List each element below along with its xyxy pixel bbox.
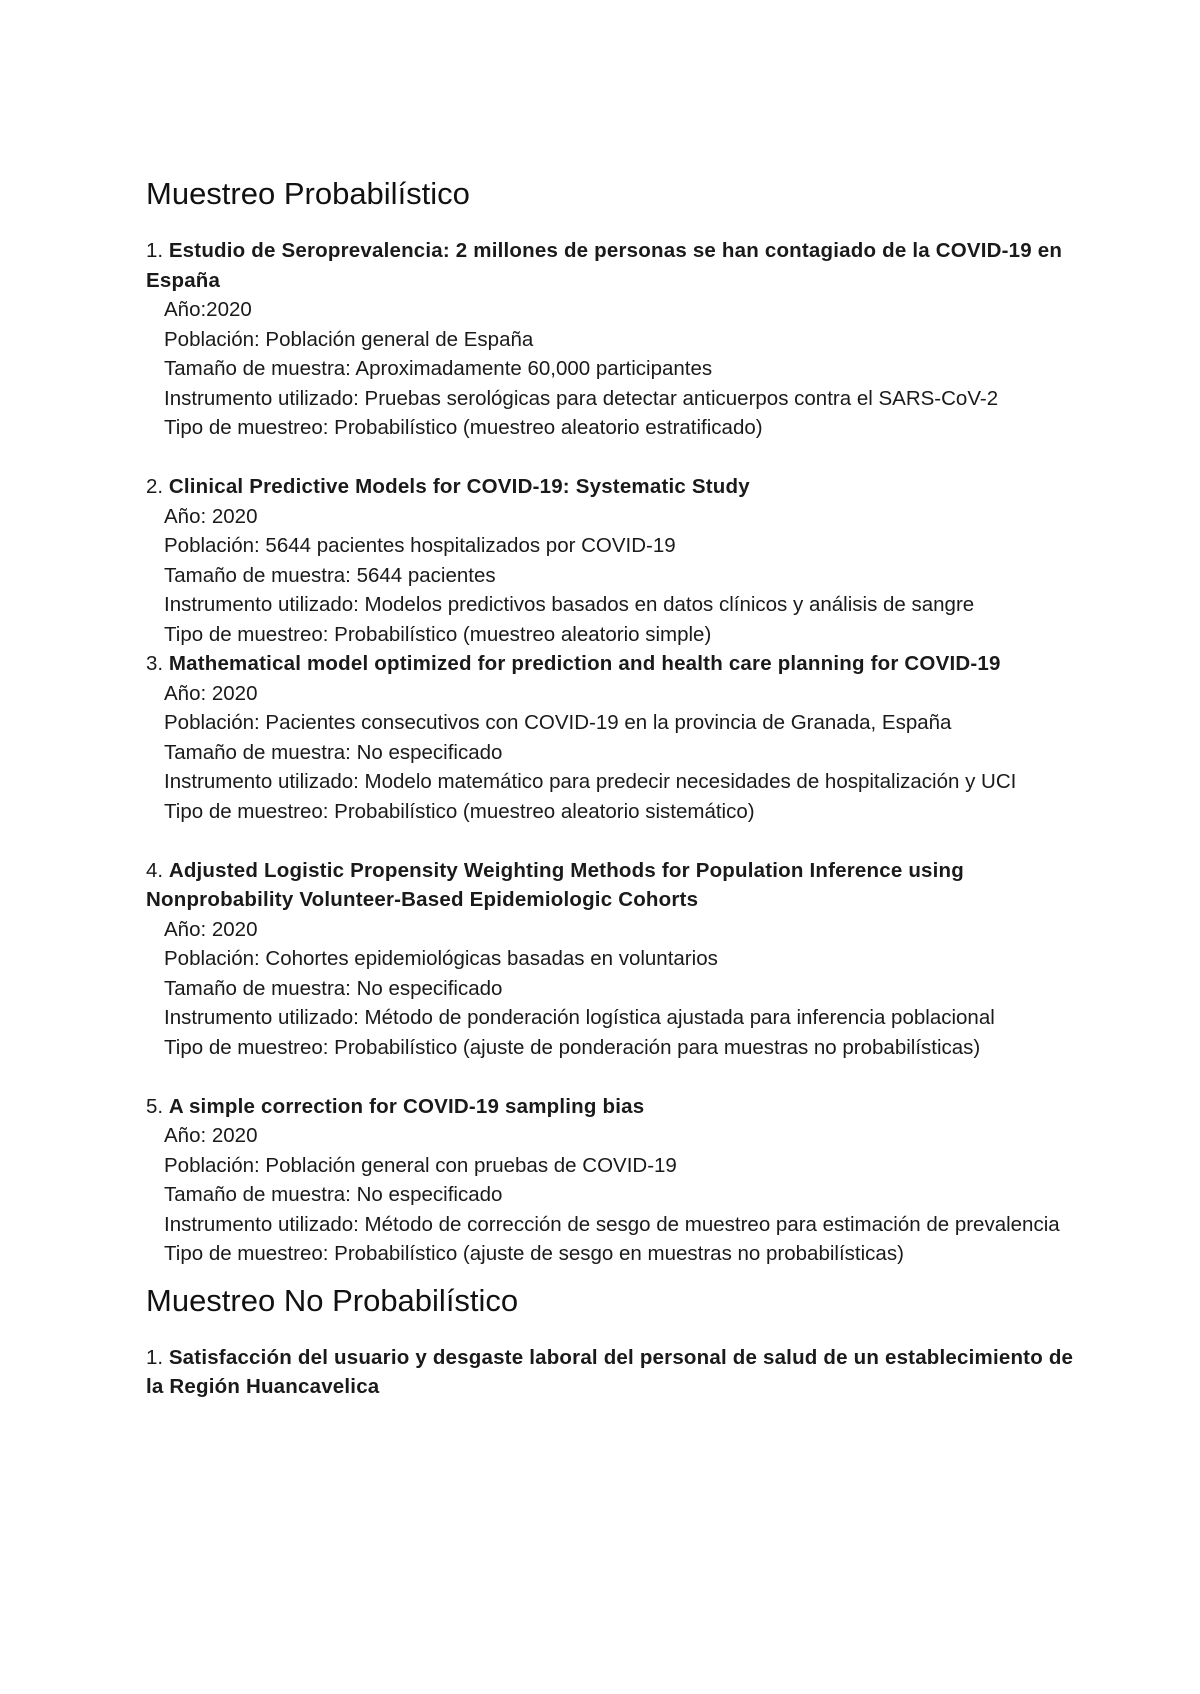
study-sampling-type: Tipo de muestreo: Probabilístico (ajuste de ponderación para muestras no probabilísticas) (164, 1035, 981, 1059)
study-population: Población: 5644 pacientes hospitalizados por COVID-19 (164, 534, 676, 557)
study-title: A simple correction for COVID-19 sampling bias (168, 1094, 645, 1118)
study-number: 1. (146, 1345, 164, 1369)
study-sample-size: Tamaño de muestra: No especificado (164, 1183, 503, 1206)
study-year: Año: 2020 (164, 681, 258, 705)
study-sample-size: Tamaño de muestra: 5644 pacientes (164, 563, 496, 587)
section-title: Muestreo No Probabilístico (146, 1282, 519, 1318)
study-sampling-type: Tipo de muestreo: Probabilístico (ajuste de sesgo en muestras no probabilísticas) (164, 1242, 904, 1265)
study-population: Población: Cohortes epidemiológicas basadas en voluntarios (164, 947, 718, 970)
study-number: 5. (146, 1094, 164, 1118)
study-sample-size: Tamaño de muestra: No especificado (164, 740, 503, 764)
study-item (146, 472, 1086, 649)
study-sample-size: Tamaño de muestra: Aproximadamente 60,000 participantes (164, 357, 713, 380)
study-heading (146, 1092, 1086, 1122)
study-population: Población: Pacientes consecutivos con COVID-19 en la provincia de Granada, España (164, 711, 952, 734)
study-number: 1. (146, 239, 164, 262)
study-instrument: Instrumento utilizado: Modelo matemático para predecir necesidades de hospitalización y UCI (164, 770, 1017, 793)
study-year: Año: 2020 (164, 917, 258, 941)
section-probabilistico (146, 170, 1086, 1269)
study-instrument: Instrumento utilizado: Método de corrección de sesgo de muestreo para estimación de prevalencia (164, 1212, 1060, 1236)
study-item (146, 649, 1086, 826)
study-title: Satisfacción del usuario y desgaste laboral del personal de salud de un establecimiento de la Región Huancavelica (146, 1345, 1074, 1398)
study-year: Año: 2020 (164, 1124, 258, 1147)
study-population: Población: Población general de España (164, 327, 534, 351)
study-instrument: Instrumento utilizado: Modelos predictivos basados en datos clínicos y análisis de sangre (164, 593, 975, 616)
study-number: 2. (146, 475, 164, 498)
study-heading (146, 649, 1086, 679)
study-sampling-type: Tipo de muestreo: Probabilístico (muestreo aleatorio estratificado) (164, 416, 763, 439)
study-number: 3. (146, 652, 164, 675)
study-instrument: Instrumento utilizado: Pruebas serológicas para detectar anticuerpos contra el SARS-CoV-2 (164, 386, 999, 410)
study-instrument: Instrumento utilizado: Método de ponderación logística ajustada para inferencia poblacional (164, 1006, 995, 1029)
study-sampling-type: Tipo de muestreo: Probabilístico (muestreo aleatorio simple) (164, 622, 712, 646)
study-item (146, 1343, 1086, 1402)
document-page (146, 170, 1086, 1402)
section-no-probabilistico (146, 1277, 1086, 1402)
study-item (146, 1092, 1086, 1269)
study-sample-size: Tamaño de muestra: No especificado (164, 976, 503, 1000)
study-title: Adjusted Logistic Propensity Weighting Methods for Population Inference using Nonprobability Volunteer-Based Epidemiologic Cohorts (146, 858, 965, 911)
study-heading (146, 236, 1086, 295)
study-heading (146, 1343, 1086, 1402)
study-title: Estudio de Seroprevalencia: 2 millones de personas se han contagiado de la COVID-19 en España (146, 239, 1063, 292)
study-year: Año: 2020 (164, 504, 258, 528)
study-title: Mathematical model optimized for prediction and health care planning for COVID-19 (168, 652, 1001, 675)
study-title: Clinical Predictive Models for COVID-19: Systematic Study (168, 475, 750, 498)
study-population: Población: Población general con pruebas de COVID-19 (164, 1153, 677, 1177)
study-item (146, 236, 1086, 443)
study-item (146, 856, 1086, 1063)
study-number: 4. (146, 858, 164, 882)
study-heading (146, 856, 1086, 915)
study-year: Año:2020 (164, 298, 252, 321)
study-heading (146, 472, 1086, 502)
study-sampling-type: Tipo de muestreo: Probabilístico (muestreo aleatorio sistemático) (164, 799, 755, 823)
section-title: Muestreo Probabilístico (146, 176, 470, 211)
